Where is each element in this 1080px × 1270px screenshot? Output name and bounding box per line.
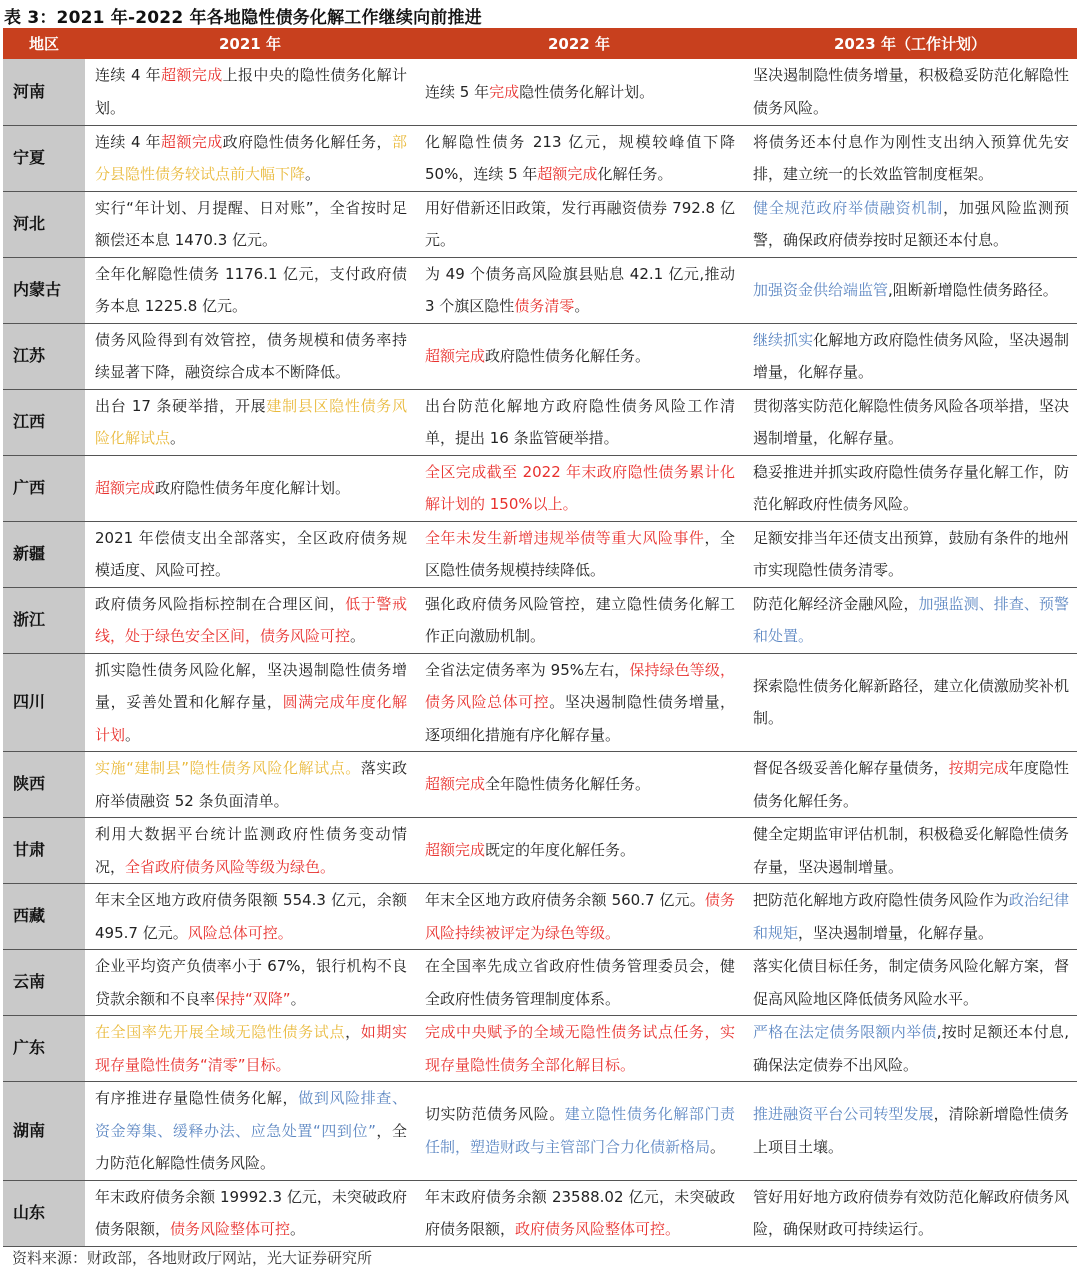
table-row: [3, 59, 1077, 125]
highlight-text-yellow: 部分县隐性债务较试点前大幅下降: [95, 132, 407, 183]
text-segment: ，加强风险监测预警，确保政府债券按时足额还本付息。: [753, 198, 1069, 249]
text-segment: 2021 年偿债支出全部落实，全区政府债务规模适度、风险可控。: [95, 528, 407, 579]
cell-2022: [415, 1016, 743, 1082]
text-segment: 政府隐性债务年度化解计划。: [155, 478, 351, 497]
text-segment: 全年隐性债务化解任务。: [485, 775, 651, 794]
text-segment: ，: [345, 1023, 361, 1041]
region-cell: 西藏: [3, 884, 85, 950]
header-2023-plan: 2023 年（工作计划）: [743, 28, 1077, 59]
debt-resolution-table: [3, 28, 1077, 1247]
cell-2021: [85, 1082, 415, 1181]
cell-2021: [85, 521, 415, 587]
region-cell: 江苏: [3, 323, 85, 389]
highlight-text-red: 政府债务风险整体可控。: [515, 1220, 681, 1238]
text-segment: 落实化债目标任务，制定债务风险化解方案，督促高风险地区降低债务风险水平。: [753, 957, 1069, 1008]
table-row: [3, 323, 1077, 389]
highlight-text-red: 超额完成: [537, 165, 598, 183]
highlight-text-yellow: 建制县区隐性债务风险化解试点: [95, 396, 407, 447]
region-cell: 河南: [3, 59, 85, 125]
text-segment: ,按时足额还本付息,确保法定债券不出风险。: [753, 1023, 1069, 1074]
table-row: [3, 1016, 1077, 1082]
text-segment: 。: [710, 1137, 726, 1156]
cell-2021: [85, 818, 415, 884]
text-segment: 连续 4 年: [95, 66, 162, 85]
region-cell: 四川: [3, 653, 85, 752]
text-segment: 。: [305, 165, 321, 183]
cell-2023: [743, 950, 1077, 1016]
text-segment: 全年化解隐性债务 1176.1 亿元，支付政府债务本息 1225.8 亿元。: [95, 264, 407, 315]
text-segment: 管好用好地方政府债券有效防范化解政府债务风险，确保财政可持续运行。: [753, 1187, 1069, 1238]
cell-2023: [743, 455, 1077, 521]
highlight-text-blue: 建立隐性债务化解部门责任制，塑造财政与主管部门合力化债新格局: [425, 1105, 735, 1156]
table-row: [3, 455, 1077, 521]
cell-2023: [743, 389, 1077, 455]
highlight-text-blue: 健全规范政府举债融资机制: [753, 198, 944, 217]
text-segment: 。: [350, 627, 366, 645]
cell-2023: [743, 521, 1077, 587]
cell-2022: [415, 1082, 743, 1181]
highlight-text-yellow: 在全国率先开展全域无隐性债务试点: [95, 1023, 346, 1041]
cell-2023: [743, 59, 1077, 125]
cell-2021: [85, 59, 415, 125]
highlight-text-red: 低于警戒线，处于绿色安全区间，债务风险可控: [95, 594, 407, 645]
text-segment: 实行“年计划、月提醒、日对账”，全省按时足额偿还本息 1470.3 亿元。: [95, 198, 407, 249]
highlight-text-red: 完成中央赋予的全域无隐性债务试点任务，实现存量隐性债务全部化解目标。: [425, 1023, 735, 1074]
table-row: [3, 191, 1077, 257]
text-segment: 年末全区地方政府债务限额 554.3 亿元，余额 495.7 亿元。: [95, 891, 407, 942]
region-cell: 广东: [3, 1016, 85, 1082]
table-row: [3, 653, 1077, 752]
highlight-text-blue: 做到风险排查、资金筹集、缓释办法、应急处置“四到位”: [95, 1089, 407, 1140]
text-segment: 切实防范债务风险。: [425, 1105, 565, 1124]
header-2021: 2021 年: [85, 28, 415, 59]
highlight-text-red: 超额完成: [425, 841, 486, 860]
text-segment: 。: [170, 429, 186, 447]
region-cell: 湖南: [3, 1082, 85, 1181]
cell-2022: [415, 323, 743, 389]
cell-2021: [85, 950, 415, 1016]
text-segment: 有序推进存量隐性债务化解，: [95, 1089, 299, 1107]
text-segment: 强化政府债务风险管控，建立隐性债务化解工作正向激励机制。: [425, 594, 735, 645]
text-segment: 探索隐性债务化解新路径，建立化债激励奖补机制。: [753, 676, 1069, 728]
text-segment: 连续 5 年: [425, 82, 490, 101]
highlight-text-red: 债务风险整体可控: [170, 1220, 291, 1238]
cell-2021: [85, 125, 415, 191]
region-cell: 山东: [3, 1180, 85, 1246]
text-segment: 落实政府举债融资 52 条负面清单。: [95, 759, 407, 810]
text-segment: 既定的年度化解任务。: [485, 841, 636, 860]
text-segment: 。坚决遏制隐性债务增量，逐项细化措施有序化解存量。: [425, 693, 735, 744]
cell-2021: [85, 653, 415, 752]
text-segment: 督促各级妥善化解存量债务，: [753, 759, 949, 777]
header-region: 地区: [3, 28, 85, 59]
cell-2021: [85, 257, 415, 323]
cell-2021: [85, 455, 415, 521]
cell-2023: [743, 1082, 1077, 1181]
table-row: [3, 257, 1077, 323]
table-row: [3, 818, 1077, 884]
cell-2022: [415, 950, 743, 1016]
table-row: [3, 587, 1077, 653]
text-segment: 贯彻落实防范化解隐性债务风险各项举措，坚决遏制增量，化解存量。: [753, 396, 1069, 447]
cell-2023: [743, 653, 1077, 752]
text-segment: 健全定期监审评估机制，积极稳妥化解隐性债务存量，坚决遏制增量。: [753, 825, 1069, 876]
table-row: [3, 1180, 1077, 1246]
highlight-text-blue: 推进融资平台公司转型发展: [753, 1105, 934, 1124]
region-cell: 新疆: [3, 521, 85, 587]
cell-2022: [415, 455, 743, 521]
cell-2023: [743, 818, 1077, 884]
region-cell: 云南: [3, 950, 85, 1016]
text-segment: 化解地方政府隐性债务风险，坚决遏制增量，化解存量。: [753, 330, 1069, 381]
cell-2021: [85, 884, 415, 950]
text-segment: 隐性债务化解计划。: [519, 82, 655, 101]
region-cell: 河北: [3, 191, 85, 257]
cell-2023: [743, 587, 1077, 653]
text-segment: 。: [290, 989, 306, 1008]
highlight-text-red: 债务清零: [514, 297, 575, 315]
highlight-text-blue: 加强监测、排查、预警和处置。: [753, 594, 1069, 645]
text-segment: 企业平均资产负债率小于 67%，银行机构不良贷款余额和不良率: [95, 957, 407, 1008]
highlight-text-blue: 政治纪律和规矩: [753, 891, 1069, 942]
highlight-text-red: 保持绿色等级，债务风险总体可控: [425, 660, 735, 711]
region-cell: 陕西: [3, 752, 85, 818]
region-cell: 广西: [3, 455, 85, 521]
cell-2022: [415, 59, 743, 125]
table-row: [3, 752, 1077, 818]
highlight-text-red: 超额完成: [161, 66, 223, 85]
cell-2023: [743, 1016, 1077, 1082]
text-segment: 政府债务风险指标控制在合理区间，: [95, 594, 346, 613]
highlight-text-red: 全省政府债务风险等级为绿色。: [125, 857, 336, 876]
table-caption: 表 3：2021 年-2022 年各地隐性债务化解工作继续向前推进: [4, 8, 482, 28]
highlight-text-red: 风险总体可控。: [187, 923, 293, 942]
text-segment: 足额安排当年还债支出预算，鼓励有条件的地州市实现隐性债务清零。: [753, 528, 1069, 579]
text-segment: 把防范化解地方政府隐性债务风险作为: [753, 891, 1009, 909]
cell-2021: [85, 1016, 415, 1082]
cell-2022: [415, 125, 743, 191]
text-segment: 出台防范化解地方政府隐性债务风险工作清单，提出 16 条监管硬举措。: [425, 396, 735, 447]
text-segment: 在全国率先成立省政府性债务管理委员会，健全政府性债务管理制度体系。: [425, 957, 735, 1008]
cell-2022: [415, 1180, 743, 1246]
cell-2022: [415, 587, 743, 653]
text-segment: 。: [125, 725, 141, 744]
text-segment: 连续 4 年: [95, 132, 162, 151]
text-segment: 政府隐性债务化解任务。: [485, 346, 651, 365]
text-segment: 上报中央的隐性债务化解计划。: [95, 66, 407, 117]
text-segment: ，全区隐性债务规模持续降低。: [425, 528, 735, 579]
cell-2023: [743, 191, 1077, 257]
highlight-text-yellow: 实施“建制县”隐性债务风险化解试点。: [95, 759, 361, 777]
text-segment: 化解任务。: [597, 165, 673, 183]
highlight-text-red: 按期完成: [948, 759, 1009, 777]
text-segment: 防范化解经济金融风险，: [753, 594, 919, 613]
highlight-text-red: 保持“双降”: [215, 989, 291, 1008]
table-row: [3, 521, 1077, 587]
text-segment: 将债务还本付息作为刚性支出纳入预算优先安排，建立统一的长效监管制度框架。: [753, 132, 1069, 183]
table-row: [3, 125, 1077, 191]
text-segment: 年末政府债务余额 23588.02 亿元，未突破政府债务限额，: [425, 1187, 735, 1238]
text-segment: 年度隐性债务化解任务。: [753, 759, 1069, 810]
table-row: [3, 950, 1077, 1016]
cell-2022: [415, 389, 743, 455]
table-header-row: [3, 28, 1077, 59]
text-segment: ，坚决遏制增量，化解存量。: [798, 923, 994, 942]
cell-2021: [85, 752, 415, 818]
text-segment: 政府隐性债务化解任务，: [222, 132, 392, 151]
table-row: [3, 1082, 1077, 1181]
region-cell: 甘肃: [3, 818, 85, 884]
text-segment: ，清除新增隐性债务上项目土壤。: [753, 1105, 1069, 1156]
text-segment: 抓实隐性债务风险化解，坚决遏制隐性债务增量，妥善处置和化解存量，: [95, 660, 407, 711]
highlight-text-red: 超额完成: [425, 346, 486, 365]
text-segment: 。: [574, 297, 590, 315]
highlight-text-red: 超额完成: [425, 775, 486, 794]
highlight-text-blue: 严格在法定债务限额内举债: [753, 1023, 937, 1041]
text-segment: 债务风险得到有效管控，债务规模和债务率持续显著下降，融资综合成本不断降低。: [95, 330, 407, 381]
source-note: 资料来源：财政部，各地财政厅网站，光大证券研究所: [12, 1249, 373, 1267]
cell-2023: [743, 125, 1077, 191]
text-segment: 出台 17 条硬举措，开展: [95, 396, 267, 415]
text-segment: 年末全区地方政府债务余额 560.7 亿元。: [425, 891, 705, 909]
text-segment: 化解隐性债务 213 亿元，规模较峰值下降 50%，连续 5 年: [425, 132, 735, 183]
cell-2022: [415, 884, 743, 950]
text-segment: 为 49 个债务高风险旗县贴息 42.1 亿元,推动 3 个旗区隐性: [425, 264, 735, 315]
cell-2022: [415, 752, 743, 818]
text-segment: ,阻断新增隐性债务路径。: [888, 280, 1058, 299]
cell-2023: [743, 884, 1077, 950]
table-row: [3, 884, 1077, 950]
cell-2022: [415, 257, 743, 323]
region-cell: 内蒙古: [3, 257, 85, 323]
header-2022: 2022 年: [415, 28, 743, 59]
cell-2021: [85, 587, 415, 653]
highlight-text-red: 全年未发生新增违规举债等重大风险事件: [425, 528, 705, 547]
text-segment: 坚决遏制隐性债务增量，积极稳妥防范化解隐性债务风险。: [753, 66, 1069, 117]
highlight-text-red: 超额完成: [161, 132, 223, 151]
highlight-text-red: 超额完成: [95, 478, 156, 497]
text-segment: 利用大数据平台统计监测政府性债务变动情况，: [95, 825, 407, 876]
table-row: [3, 389, 1077, 455]
cell-2022: [415, 653, 743, 752]
text-segment: 稳妥推进并抓实政府隐性债务存量化解工作，防范化解政府性债务风险。: [753, 462, 1069, 513]
highlight-text-red: 如期实现存量隐性债务“清零”目标。: [95, 1023, 407, 1074]
highlight-text-red: 债务风险持续被评定为绿色等级。: [425, 891, 735, 942]
cell-2022: [415, 818, 743, 884]
table-body: [3, 59, 1077, 1246]
text-segment: 全省法定债务率为 95%左右，: [425, 660, 630, 679]
highlight-text-blue: 继续抓实: [753, 330, 814, 349]
cell-2022: [415, 521, 743, 587]
region-cell: 浙江: [3, 587, 85, 653]
cell-2021: [85, 191, 415, 257]
highlight-text-blue: 加强资金供给端监管: [753, 280, 889, 299]
text-segment: 年末政府债务余额 19992.3 亿元，未突破政府债务限额，: [95, 1187, 407, 1238]
region-cell: 江西: [3, 389, 85, 455]
highlight-text-red: 全区完成截至 2022 年末政府隐性债务累计化解计划的 150%以上。: [425, 462, 735, 513]
text-segment: 用好借新还旧政策，发行再融资债券 792.8 亿元。: [425, 198, 735, 249]
text-segment: ，全力防范化解隐性债务风险。: [95, 1121, 407, 1172]
highlight-text-red: 圆满完成年度化解计划: [95, 693, 407, 744]
region-cell: 宁夏: [3, 125, 85, 191]
cell-2022: [415, 191, 743, 257]
cell-2023: [743, 1180, 1077, 1246]
cell-2021: [85, 1180, 415, 1246]
cell-2021: [85, 389, 415, 455]
text-segment: 。: [290, 1220, 306, 1238]
cell-2021: [85, 323, 415, 389]
cell-2023: [743, 257, 1077, 323]
cell-2023: [743, 752, 1077, 818]
highlight-text-red: 完成: [489, 82, 520, 101]
cell-2023: [743, 323, 1077, 389]
